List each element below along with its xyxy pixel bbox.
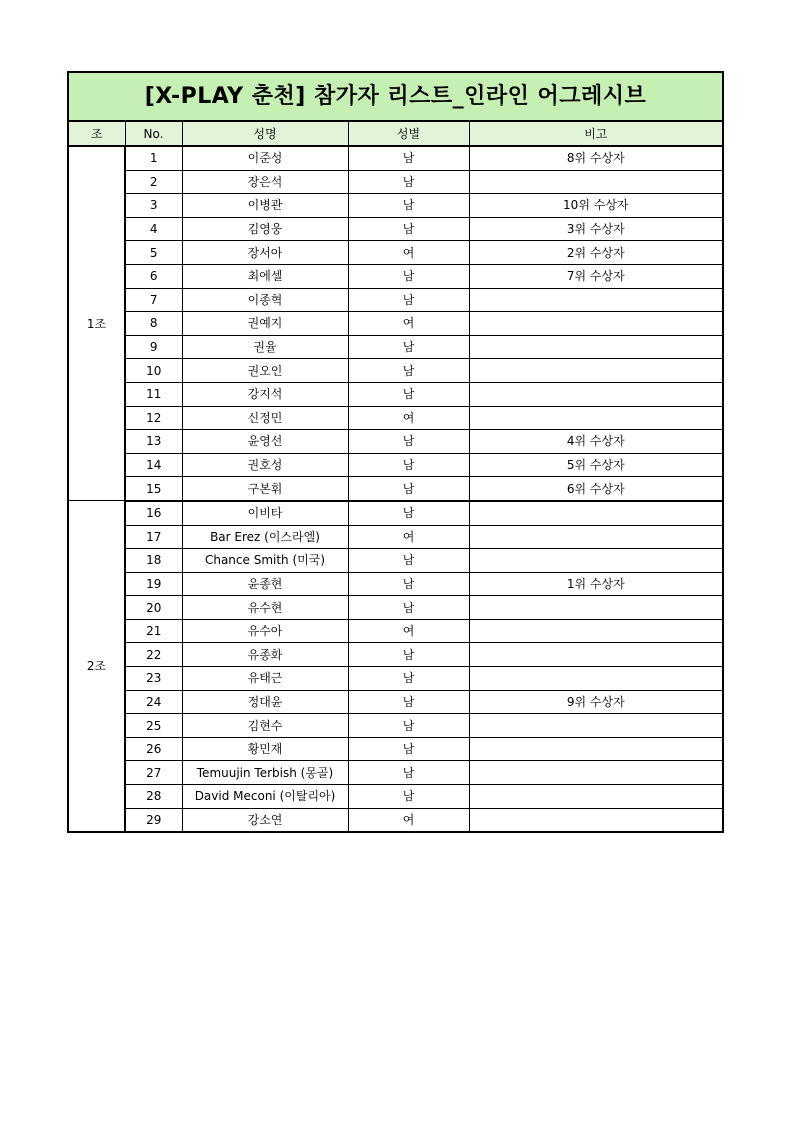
participant-gender: 남: [348, 335, 469, 359]
header-no: No.: [125, 121, 182, 146]
participant-gender: 남: [348, 146, 469, 170]
row-number: 25: [125, 714, 182, 738]
table-row: [68, 194, 723, 218]
table-row: [68, 217, 723, 241]
participant-name: 권오인: [182, 359, 348, 383]
row-number: 3: [125, 194, 182, 218]
participant-gender: 남: [348, 359, 469, 383]
table-row: [68, 761, 723, 785]
table-row: [68, 737, 723, 761]
participant-note: [469, 667, 723, 691]
participant-name: 유수아: [182, 619, 348, 643]
participant-note: 6위 수상자: [469, 477, 723, 501]
participant-note: [469, 288, 723, 312]
row-number: 11: [125, 382, 182, 406]
participant-note: 5위 수상자: [469, 453, 723, 477]
participant-gender: 남: [348, 194, 469, 218]
participant-name: 윤종현: [182, 572, 348, 596]
participant-name: 권호성: [182, 453, 348, 477]
participant-note: [469, 501, 723, 525]
row-number: 29: [125, 808, 182, 832]
table-row: [68, 335, 723, 359]
participant-note: [469, 619, 723, 643]
participant-gender: 남: [348, 288, 469, 312]
participant-note: [469, 714, 723, 738]
row-number: 15: [125, 477, 182, 501]
participant-note: [469, 170, 723, 194]
participant-gender: 여: [348, 808, 469, 832]
table-row: [68, 501, 723, 525]
participant-name: 구본휘: [182, 477, 348, 501]
header-note: 비고: [469, 121, 723, 146]
row-number: 27: [125, 761, 182, 785]
participant-name: 이종혁: [182, 288, 348, 312]
row-number: 8: [125, 312, 182, 336]
row-number: 1: [125, 146, 182, 170]
participant-gender: 남: [348, 714, 469, 738]
participant-gender: 남: [348, 667, 469, 691]
participant-name: David Meconi (이탈리아): [182, 785, 348, 809]
participant-name: 장은석: [182, 170, 348, 194]
row-number: 24: [125, 690, 182, 714]
row-number: 10: [125, 359, 182, 383]
participant-note: [469, 359, 723, 383]
table-row: [68, 572, 723, 596]
row-number: 9: [125, 335, 182, 359]
participant-gender: 남: [348, 501, 469, 525]
participant-gender: 남: [348, 643, 469, 667]
table-row: [68, 453, 723, 477]
participant-note: [469, 643, 723, 667]
participant-name: 유수현: [182, 596, 348, 620]
table-row: [68, 170, 723, 194]
table-row: [68, 406, 723, 430]
table-row: [68, 241, 723, 265]
participant-gender: 여: [348, 406, 469, 430]
participant-gender: 여: [348, 619, 469, 643]
page-title: [X-PLAY 춘천] 참가자 리스트_인라인 어그레시브: [68, 72, 723, 121]
row-number: 19: [125, 572, 182, 596]
row-number: 13: [125, 430, 182, 454]
participant-note: [469, 549, 723, 573]
table-row: [68, 690, 723, 714]
table-row: [68, 549, 723, 573]
participant-gender: 남: [348, 430, 469, 454]
participant-name: 권율: [182, 335, 348, 359]
participant-gender: 남: [348, 761, 469, 785]
participant-gender: 남: [348, 170, 469, 194]
title-row: [68, 72, 723, 121]
row-number: 22: [125, 643, 182, 667]
participant-name: 강소연: [182, 808, 348, 832]
participant-gender: 여: [348, 241, 469, 265]
participant-note: 9위 수상자: [469, 690, 723, 714]
header-name: 성명: [182, 121, 348, 146]
participant-note: 2위 수상자: [469, 241, 723, 265]
participant-name: Chance Smith (미국): [182, 549, 348, 573]
participant-note: 10위 수상자: [469, 194, 723, 218]
participant-note: [469, 596, 723, 620]
table-row: [68, 785, 723, 809]
header-row: [68, 121, 723, 146]
row-number: 23: [125, 667, 182, 691]
participant-note: [469, 737, 723, 761]
table-row: [68, 288, 723, 312]
table-row: [68, 359, 723, 383]
participant-gender: 남: [348, 572, 469, 596]
row-number: 28: [125, 785, 182, 809]
row-number: 17: [125, 525, 182, 549]
row-number: 2: [125, 170, 182, 194]
participant-gender: 남: [348, 217, 469, 241]
header-gender: 성별: [348, 121, 469, 146]
row-number: 4: [125, 217, 182, 241]
participant-note: [469, 382, 723, 406]
participant-gender: 남: [348, 453, 469, 477]
participant-note: [469, 785, 723, 809]
table-row: [68, 382, 723, 406]
participant-name: 최에셀: [182, 264, 348, 288]
participant-table: [67, 71, 724, 833]
participant-note: [469, 335, 723, 359]
group-label: 1조: [68, 146, 125, 501]
participant-note: 7위 수상자: [469, 264, 723, 288]
row-number: 18: [125, 549, 182, 573]
table-row: [68, 667, 723, 691]
row-number: 7: [125, 288, 182, 312]
participant-gender: 남: [348, 785, 469, 809]
participant-note: [469, 312, 723, 336]
participant-name: 유종화: [182, 643, 348, 667]
table-row: [68, 525, 723, 549]
participant-name: 윤영선: [182, 430, 348, 454]
participant-name: 이병관: [182, 194, 348, 218]
row-number: 12: [125, 406, 182, 430]
participant-gender: 남: [348, 737, 469, 761]
participant-name: 신정민: [182, 406, 348, 430]
row-number: 14: [125, 453, 182, 477]
table-row: [68, 312, 723, 336]
table-body: [68, 146, 723, 832]
table-row: [68, 264, 723, 288]
participant-name: 이준성: [182, 146, 348, 170]
table-row: [68, 146, 723, 170]
participant-gender: 여: [348, 312, 469, 336]
header-group: 조: [68, 121, 125, 146]
participant-name: 권예지: [182, 312, 348, 336]
participant-note: [469, 525, 723, 549]
table-row: [68, 808, 723, 832]
participant-gender: 여: [348, 525, 469, 549]
participant-note: [469, 406, 723, 430]
participant-name: 장서아: [182, 241, 348, 265]
participant-name: 정대윤: [182, 690, 348, 714]
participant-gender: 남: [348, 596, 469, 620]
table-row: [68, 430, 723, 454]
participant-gender: 남: [348, 549, 469, 573]
table-row: [68, 477, 723, 501]
participant-gender: 남: [348, 264, 469, 288]
row-number: 6: [125, 264, 182, 288]
participant-gender: 남: [348, 690, 469, 714]
participant-name: 김현수: [182, 714, 348, 738]
participant-gender: 남: [348, 382, 469, 406]
participant-note: 3위 수상자: [469, 217, 723, 241]
row-number: 5: [125, 241, 182, 265]
participant-note: 8위 수상자: [469, 146, 723, 170]
table-row: [68, 619, 723, 643]
participant-name: 김영웅: [182, 217, 348, 241]
table-row: [68, 596, 723, 620]
participant-name: Bar Erez (이스라엘): [182, 525, 348, 549]
row-number: 21: [125, 619, 182, 643]
participant-note: 4위 수상자: [469, 430, 723, 454]
participant-name: 유태근: [182, 667, 348, 691]
row-number: 20: [125, 596, 182, 620]
participant-note: [469, 808, 723, 832]
participant-gender: 남: [348, 477, 469, 501]
participant-name: Temuujin Terbish (몽골): [182, 761, 348, 785]
group-label: 2조: [68, 501, 125, 832]
participant-name: 강지석: [182, 382, 348, 406]
participant-note: 1위 수상자: [469, 572, 723, 596]
participant-name: 이비타: [182, 501, 348, 525]
table-row: [68, 643, 723, 667]
row-number: 16: [125, 501, 182, 525]
participant-name: 황민재: [182, 737, 348, 761]
row-number: 26: [125, 737, 182, 761]
table-row: [68, 714, 723, 738]
participant-note: [469, 761, 723, 785]
